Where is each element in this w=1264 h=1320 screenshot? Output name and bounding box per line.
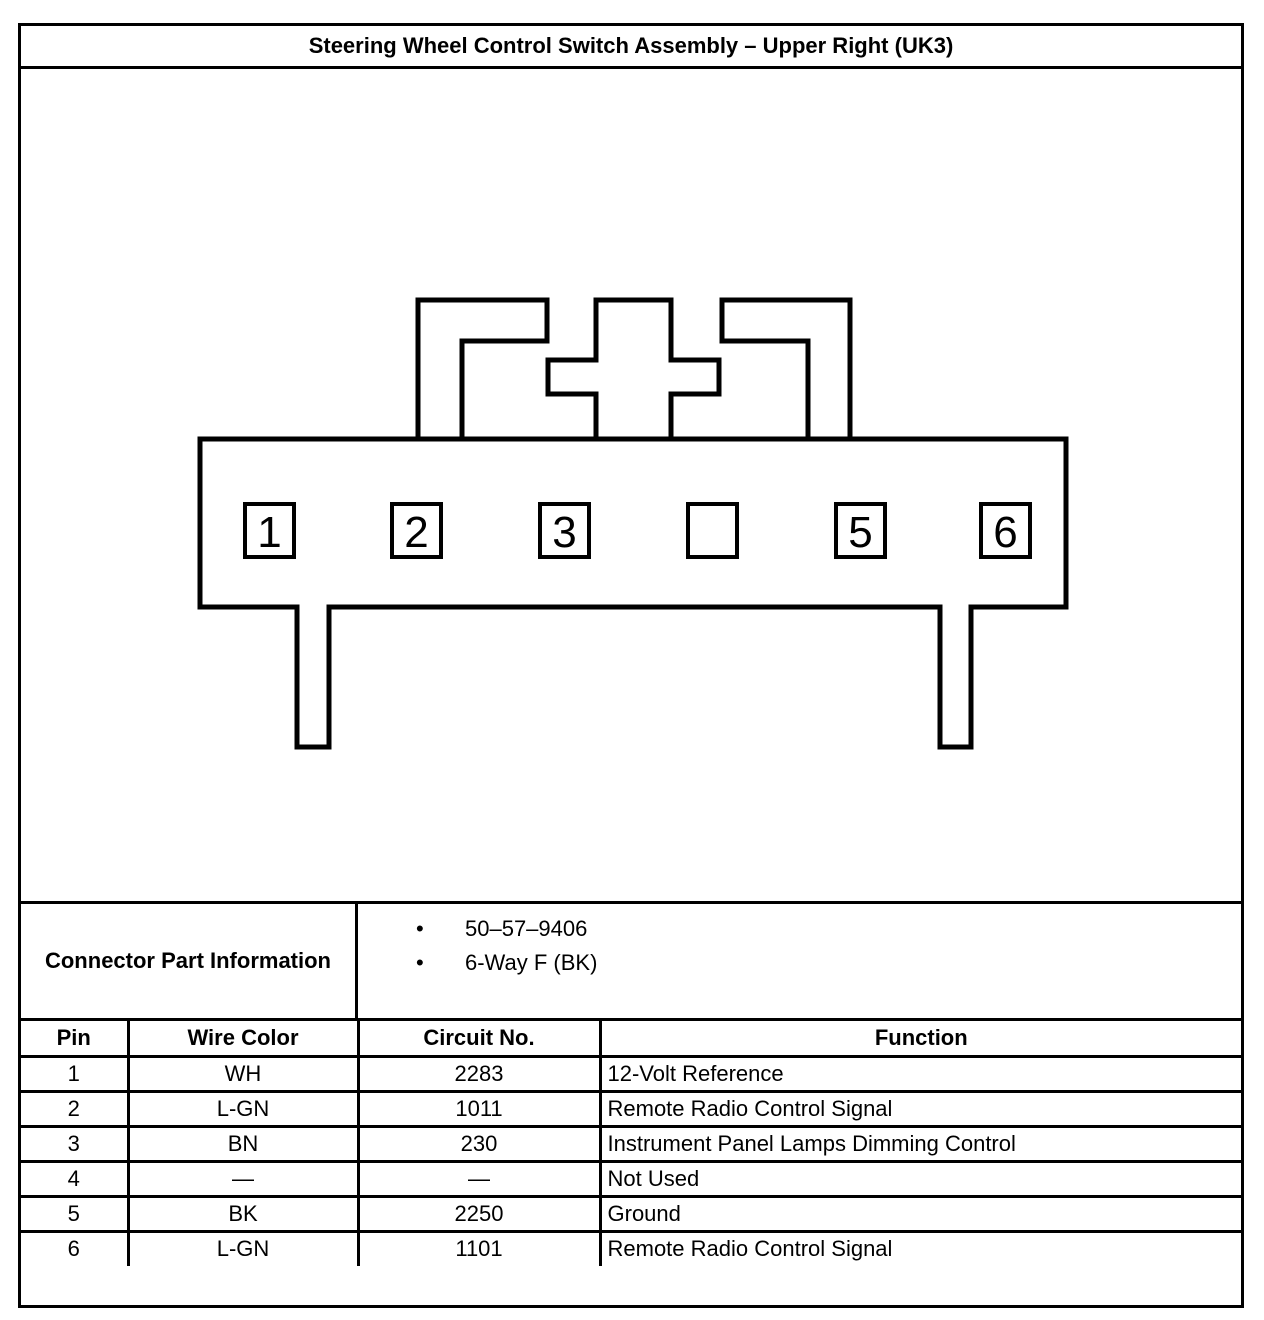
cell-function: Ground	[600, 1196, 1241, 1231]
pin-number: 2	[404, 508, 429, 557]
table-row	[21, 1231, 1241, 1266]
header-wire-color: Wire Color	[128, 1021, 358, 1056]
connector-latch-right	[722, 300, 850, 439]
cell-pin: 3	[21, 1126, 128, 1161]
cell-circuit: 1011	[358, 1091, 600, 1126]
pin-number: 6	[993, 508, 1018, 557]
cell-pin: 5	[21, 1196, 128, 1231]
table-row	[21, 1196, 1241, 1231]
connector-diagram	[21, 69, 1241, 901]
connector-key	[548, 300, 719, 439]
cell-wire-color: L-GN	[128, 1091, 358, 1126]
cell-circuit: 1101	[358, 1231, 600, 1266]
cell-wire-color: BK	[128, 1196, 358, 1231]
cell-pin: 2	[21, 1091, 128, 1126]
cell-function: Not Used	[600, 1161, 1241, 1196]
cell-wire-color: —	[128, 1161, 358, 1196]
connector-sheet	[18, 23, 1244, 1308]
pin-cavity-5	[836, 504, 885, 557]
table-row	[21, 1056, 1241, 1091]
pin-number: 3	[552, 508, 577, 557]
cell-function: Remote Radio Control Signal	[600, 1231, 1241, 1266]
connector-part-info	[21, 901, 1241, 1021]
pin-cavity-4	[688, 504, 737, 557]
pin-number: 5	[848, 508, 873, 557]
table-header-row	[21, 1021, 1241, 1056]
pin-cavity-6	[981, 504, 1030, 557]
cell-wire-color: WH	[128, 1056, 358, 1091]
cell-circuit: —	[358, 1161, 600, 1196]
cell-function: Remote Radio Control Signal	[600, 1091, 1241, 1126]
table-row	[21, 1161, 1241, 1196]
table-row	[21, 1091, 1241, 1126]
cell-wire-color: BN	[128, 1126, 358, 1161]
cell-circuit: 2283	[358, 1056, 600, 1091]
pin-cavity-3	[540, 504, 589, 557]
cell-wire-color: L-GN	[128, 1231, 358, 1266]
part-info-list	[361, 916, 597, 984]
connector-latch-left	[418, 300, 547, 439]
part-number: • 50–57–9406	[361, 916, 597, 950]
pin-number: 1	[257, 508, 282, 557]
header-pin: Pin	[21, 1021, 128, 1056]
table-row	[21, 1126, 1241, 1161]
cell-pin: 4	[21, 1161, 128, 1196]
header-function: Function	[600, 1021, 1241, 1056]
cell-circuit: 2250	[358, 1196, 600, 1231]
page-title: Steering Wheel Control Switch Assembly – Upper Right (UK3)	[21, 26, 1241, 69]
cell-function: Instrument Panel Lamps Dimming Control	[600, 1126, 1241, 1161]
cell-circuit: 230	[358, 1126, 600, 1161]
connector-type: • 6-Way F (BK)	[361, 950, 597, 984]
pin-cavity-1	[245, 504, 294, 557]
connector-housing	[200, 439, 1066, 747]
cell-pin: 1	[21, 1056, 128, 1091]
connector-drawing	[3, 3, 1264, 903]
part-info-label: Connector Part Information	[21, 904, 358, 1018]
pin-cavity-2	[392, 504, 441, 557]
cell-function: 12-Volt Reference	[600, 1056, 1241, 1091]
cell-pin: 6	[21, 1231, 128, 1266]
pin-table	[21, 1021, 1241, 1266]
header-circuit-no: Circuit No.	[358, 1021, 600, 1056]
